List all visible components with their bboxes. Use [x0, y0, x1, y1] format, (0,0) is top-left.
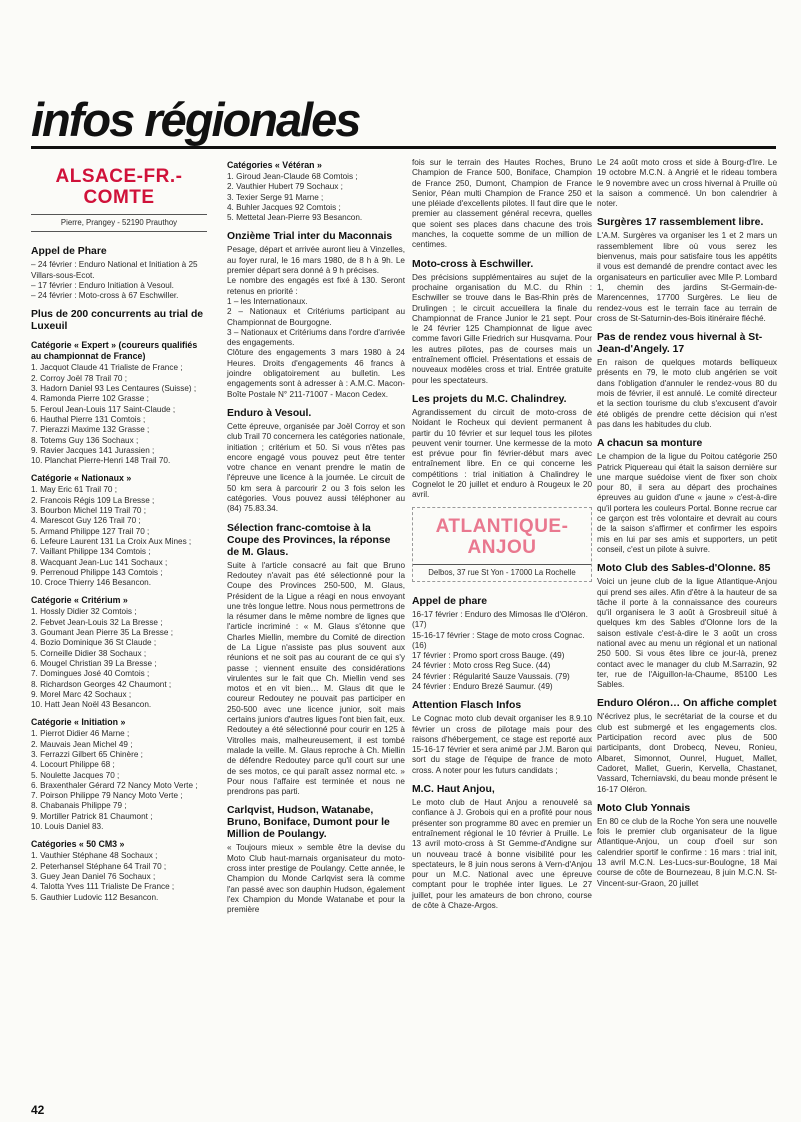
section-title: Enduro Oléron… On affiche complet	[597, 698, 777, 710]
list-item: 3. Ferrazzi Gilbert 65 Chinère ;	[31, 749, 143, 759]
list-item: 9. Perrenoud Philippe 143 Comtois ;	[31, 567, 163, 577]
region-header	[412, 507, 592, 582]
list-item: 6. Hauthal Pierre 131 Comtois ;	[31, 414, 146, 424]
list-item: 7. Domingues José 40 Comtois ;	[31, 669, 150, 679]
region-address: Pierre, Prangey - 52190 Prauthoy	[31, 214, 207, 231]
list-item: 5. Armand Philippe 127 Trail 70 ;	[31, 526, 150, 536]
section-title: Moto-cross à Eschwiller.	[412, 258, 534, 270]
results-list	[31, 851, 207, 902]
list-item: 10. Hatt Jean Noël 43 Besancon.	[31, 700, 152, 710]
list-item: 24 février : Moto cross Reg Suce. (44)	[412, 661, 551, 671]
list-item: 3. Guey Jean Daniel 76 Sochaux ;	[31, 871, 156, 881]
subsection-title: Catégories « Vétéran »	[227, 160, 322, 170]
list-item: 8. Totems Guy 136 Sochaux ;	[31, 435, 139, 445]
list-item: 2. Febvet Jean-Louis 32 La Bresse ;	[31, 617, 163, 627]
results-list	[227, 172, 405, 223]
section-title: Surgères 17 rassemblement libre.	[597, 217, 764, 229]
column-4	[597, 158, 777, 889]
region-address: Delbos, 37 rue St Yon - 17000 La Rochelle	[413, 564, 591, 581]
section-title: Appel de Phare	[31, 246, 107, 258]
list-item: 4. Marescot Guy 126 Trail 70 ;	[31, 516, 141, 526]
list-item: 1. Hossly Didier 32 Comtois ;	[31, 607, 137, 617]
list-item: 2. Vauthier Hubert 79 Sochaux ;	[227, 182, 343, 192]
list-item: 9. Mortiller Patrick 81 Chaumont ;	[31, 811, 153, 821]
list-item: 8. Richardson Georges 42 Chaumont ;	[31, 679, 172, 689]
list-item: 4. Bozio Dominique 36 St Claude ;	[31, 638, 157, 648]
list-item: 6. Braxenthaler Gérard 72 Nancy Moto Verte ;	[31, 780, 198, 790]
paragraph: L'A.M. Surgères va organiser les 1 et 2 mars un rassemblement libre où vous serez les bienvenus, mais pour satisfaire tous les appétits il vous est demandé de prendre contact avec les organisateurs en particulier avec Mlle P. Lombard 1, chemin des jardins St-Germain-de-Marencennes, 17700 Surgères. Le lieu de rendez-vous est le terrain face au terrain de cross de St-Saturnin-des-Bois itinéraire fléché.	[597, 231, 777, 323]
list-item: 7. Poirson Philippe 79 Nancy Moto Verte ;	[31, 791, 183, 801]
paragraph: Le 24 août moto cross et side à Bourg-d'Ire. Le 19 octobre M.C.N. à Angrié et le rideau tombera le 9 novembre avec un cross hivernal à Pruille où la saison a commencé. Un bon calendrier à noter.	[597, 158, 777, 209]
list-item: – 24 février : Moto-cross à 67 Eschwiller.	[31, 291, 179, 301]
list-item: 1. May Eric 61 Trail 70 ;	[31, 485, 118, 495]
list-item: 2. Corroy Joël 78 Trail 70 ;	[31, 373, 128, 383]
region-header	[31, 158, 207, 232]
section-title: M.C. Haut Anjou,	[412, 784, 495, 796]
list-item: 10. Louis Daniel 83.	[31, 822, 104, 832]
paragraph: Des précisions supplémentaires au sujet de la prochaine organisation du M.C. du Rhin : Eschwiller se trouve dans le Bas-Rhin près de Drulingen ; le circuit accueillera la finale du Championnat de France Junior le 21 sept. Pour le 24 février 125 Championnat de ligue avec comme favori Gille Friedrich sur Husqvarna. Pour les autres pilotes, pas de courses mais un entraînement officiel. Présentations et essais de nouveaux modèles cross et trial. Entrée gratuite pour les spectateurs.	[412, 272, 592, 385]
list-item: 8. Chabanais Philippe 79 ;	[31, 801, 127, 811]
list-item: 6. Mougel Christian 39 La Bresse ;	[31, 658, 157, 668]
paragraph: Clôture des engagements 3 mars 1980 à 24 Heures. Droits d'engagements 46 francs à joindre obligatoirement au bulletin. Les engagements sont à adresser à : A.M.C. Macon- Boîte Postale N° 211-71007 - Macon Cedex.	[227, 348, 405, 399]
list-item: 3. Hadorn Daniel 93 Les Centaures (Suisse) ;	[31, 384, 197, 394]
paragraph: Voici un jeune club de la ligue Atlantique-Anjou qui prend ses ailes. Afin d'être à la hauteur de sa tâche il porte à la connaissance des coureurs qu'il organisera le 3 août à Grosbreuil situé à quelques km des Sables d'Olonne lors de la saison estivale c'est-à-dire le 3 août un cross national avec au menu un régional et un national 250 500. Si vous êtes libre ce jour-là, prenez contact avec le manager du club M.Sarrazin, 92 ter, rue de l'Aiguillon-la-Chaume, 85100 Les Sables.	[597, 577, 777, 690]
list-item: – 24 février : Enduro National et Initiation à 25 Villars-sous-Ecot.	[31, 260, 198, 280]
list-item: 9. Ravier Jacques 141 Jurassien ;	[31, 445, 155, 455]
subsection-title: Catégorie « Expert » (coureurs qualifiés au championnat de France)	[31, 340, 198, 362]
region-name: ALSACE-FR.-COMTE	[55, 166, 183, 208]
list-item: 5. Mettetal Jean-Pierre 93 Besancon.	[227, 213, 363, 223]
paragraph: Agrandissement du circuit de moto-cross de Noidant le Rocheux qui devient permanent à partir du 10 février et sur lequel tous les pilotes peuvent venir tourner. Une kermesse de la moto est prévue pour fin février-début mars avec entraînement libre. En ce qui concerne les compétitions : trial initiation à Chalindrey le Cognelot le 20 juillet et enduro à Rougeux le 20 avril.	[412, 407, 592, 500]
list-item: 5. Feroul Jean-Louis 117 Saint-Claude ;	[31, 404, 176, 414]
paragraph: 3 – Nationaux et Critériums dans l'ordre d'arrivée des engagements.	[227, 327, 405, 348]
subsection-title: Catégorie « Initiation »	[31, 717, 126, 728]
list-item: 4. Talotta Yves 111 Trialiste De France ;	[31, 882, 175, 892]
list-item: 1. Jacquot Claude 41 Trialiste de France ;	[31, 363, 183, 373]
paragraph: 1 – les Internationaux.	[227, 296, 308, 306]
list-item: 3. Bourbon Michel 119 Trail 70 ;	[31, 506, 146, 516]
paragraph: Le Cognac moto club devait organiser les 8.9.10 février un cross de pilotage mais pour des raisons d'hébergement, ce stage est reporté aux 15-16-17 février et sera animé par J.M. Baron qui sort du stage de l'équipe de france de moto cross. A noter pour les futurs candidats ;	[412, 714, 592, 775]
section-title: Enduro à Vesoul.	[227, 407, 312, 419]
list-item: 7. Vaillant Philippe 134 Comtois ;	[31, 547, 151, 557]
list-item: 8. Wacquant Jean-Luc 141 Sochaux ;	[31, 557, 168, 567]
list-item: 2. Mauvais Jean Michel 49 ;	[31, 739, 133, 749]
title-rule	[31, 146, 776, 149]
list-item: 24 février : Enduro Brezé Saumur. (49)	[412, 681, 553, 691]
list-item: 4. Buhler Jacques 92 Comtois ;	[227, 202, 341, 212]
subsection-title: Catégories « 50 CM3 »	[31, 839, 125, 850]
list-item: 2. Francois Régis 109 La Bresse ;	[31, 495, 155, 505]
paragraph: Cette épreuve, organisée par Joël Corroy et son club Trail 70 concernera les catégories nationale, initiation ; critérium et 50. Si vous n'êtes pas encore engagé vous pouvez peut être tenter votre chance en venant prendre le matin de l'épreuve une licence à la journée. Le circuit de 50 km sera à parcourir 2 ou 3 fois selon les catégories. Vous pouvez aussi téléphoner au (84) 75.83.34.	[227, 421, 405, 514]
list-item: 10. Planchat Pierre-Henri 148 Trail 70.	[31, 456, 171, 466]
list-item: 4. Locourt Philippe 68 ;	[31, 760, 115, 770]
list-item: 15-16-17 février : Stage de moto cross Cognac. (16)	[412, 630, 585, 650]
list-item: 3. Texier Serge 91 Marne ;	[227, 192, 324, 202]
section-title: Sélection franc-comtoise à la Coupe des Provinces, la réponse de M. Glaus.	[227, 522, 391, 558]
list-item: 4. Ramonda Pierre 102 Grasse ;	[31, 394, 149, 404]
list-item: 24 février : Régularité Sauze Vaussais. (79)	[412, 671, 570, 681]
page-title: infos régionales	[31, 93, 360, 146]
paragraph: fois sur le terrain des Hautes Roches, Bruno Champion de France 500, Boniface, Champion de France 250, Dumont, Champion de France Senior, Péan multi Champion de France 250 et une pléiade d'excellents pilotes. Il faut dire que le premier au classement général recevra, quelles que soient ses places dans chacune des trois manches, la coquette somme de un million de centimes.	[412, 158, 592, 250]
subsection-title: Catégorie « Nationaux »	[31, 473, 132, 484]
list-item: 7. Pierazzi Maxime 132 Grasse ;	[31, 425, 150, 435]
paragraph: 2 – Nationaux et Critériums participant au Championnat de Bourgogne.	[227, 307, 405, 327]
list-item: 2. Peterhansel Stéphane 64 Trail 70 ;	[31, 861, 167, 871]
paragraph: En 80 ce club de la Roche Yon sera une nouvelle fois le premier club organisateur de la ligue Atlantique-Anjou, un coup d'oeil sur son calendrier sportif le confirme : 16 mars : trial init, 13 avril M.C.N. Les-Lucs-sur-Boulogne, 18 Mai course de côte de Bournezeau, 8 juin M.C.N. St-Vincent-sur-Graon, 20 juillet	[597, 816, 777, 888]
event-list	[412, 610, 592, 692]
subsection-title: Catégorie « Critérium »	[31, 595, 128, 606]
paragraph: En raison de quelques motards belliqueux présents en 79, le moto club angérien se voit dans l'obligation d'annuler le rendez-vous 80 du mois de février, il est annulé. Le comité directeur et la section tourisme du club s'excusent d'avoir été obligés de prendre cette décision qui n'est pas dans les habitudes du club.	[597, 358, 777, 429]
list-item: – 17 février : Enduro Initiation à Vesoul.	[31, 280, 174, 290]
paragraph: Le nombre des engagés est fixé à 130. Seront retenus en priorité :	[227, 276, 405, 296]
paragraph: « Toujours mieux » semble être la devise du Moto Club haut-marnais organisateur du moto-cross inter prestige de Poulangy. Cette année, le Champion du Monde Carlqvist sera là comme l'an passé avec son dauphin Hudson, également l'ex Champion du Monde Watanabe et pour la première	[227, 843, 405, 915]
section-title: Moto Club des Sables-d'Olonne. 85	[597, 563, 771, 575]
section-title: Carlqvist, Hudson, Watanabe, Bruno, Boniface, Dumont pour le Million de Poulangy.	[227, 805, 390, 841]
list-item: 5. Noulette Jacques 70 ;	[31, 770, 120, 780]
event-list	[31, 260, 207, 301]
list-item: 9. Morel Marc 42 Sochaux ;	[31, 689, 132, 699]
section-title: Moto Club Yonnais	[597, 802, 691, 814]
section-title: Attention Flasch Infos	[412, 700, 522, 712]
section-title: Les projets du M.C. Chalindrey.	[412, 393, 567, 405]
paragraph: Pesage, départ et arrivée auront lieu à Vinzelles, au foyer rural, le 16 mars 1980, de 8 h à 9h. Le premier départ sera donné à 9 h précises.	[227, 245, 405, 276]
list-item: 1. Giroud Jean-Claude 68 Comtois ;	[227, 172, 358, 181]
section-title: Pas de rendez vous hivernal à St-Jean-d'Angely. 17	[597, 332, 763, 356]
list-item: 3. Goumant Jean Pierre 35 La Bresse ;	[31, 628, 173, 638]
column-2	[227, 158, 405, 916]
list-item: 16-17 février : Enduro des Mimosas Ile d'Oléron. (17)	[412, 609, 588, 630]
results-list	[31, 363, 207, 466]
section-title: Onzième Trial inter du Maconnais	[227, 231, 393, 243]
paragraph: N'écrivez plus, le secrétariat de la course et du club est submergé et les engagements clos. Participation record avec plus de 500 participants, dont Drobecq, Neveu, Ronieu, Albaret, Simonnot, Ounrel, Huguet, Mallet, Cadoret, Mallet, Guerin, Kervella, Chastanet, Vassard, Tcherniavski, du beau monde présent le 16-17 Oléron.	[597, 712, 777, 794]
paragraph: Le moto club de Haut Anjou a renouvelé sa confiance à J. Grobois qui en a profité pour nous présenter son programme 80 avec en premier un entraînement régional le 10 février à Pruille. Le 13 avril moto-cross à St Gemme-d'Andigne sur un nouveau tracé à bonne visibilité pour les spectateurs, le 8 juin nous serons à Vern-d'Anjou pour un M.C. National avec une épreuve comptant pour le trophée inter ligues. Le 27 juillet, pour les amateurs de bon chrono, course de côte à Chaze-Argos.	[412, 798, 592, 911]
results-list	[31, 607, 207, 710]
list-item: 5. Corneille Didier 38 Sochaux ;	[31, 648, 147, 658]
column-3	[412, 158, 592, 911]
list-item: 10. Croce Thierry 146 Besancon.	[31, 578, 151, 588]
section-title: Appel de phare	[412, 595, 488, 607]
results-list	[31, 485, 207, 588]
list-item: 1. Vauthier Stéphane 48 Sochaux ;	[31, 851, 158, 861]
list-item: 5. Gauthier Ludovic 112 Besancon.	[31, 892, 159, 902]
list-item: 17 février : Promo sport cross Bauge. (49)	[412, 651, 565, 661]
paragraph: Suite à l'article consacré au fait que Bruno Redoutey n'avait pas été sélectionné pour la Coupe des Provinces 250-500, M. Glaus, Président de la Ligue a réagi en nous envoyant une très longue lettre. Nous nous permettrons de la résumer dans le même nombre de lignes que l'article incriminé : « M. Glaus s'étonne que Charles Miellin, membre du Comité de direction de La Ligue n'assiste pas plus souvent aux réunions et ne soit pas au courant de ce qui s'y passe ; viennent ensuite des considérations virulentes sur le fait que Ch. Miellin vend ses motos et en vit bien… M. Glaus dit que le coureur Redoutey ne pouvait pas participer en 250-500 avec une licence junior, soit mais certains juniors d'autres ligues l'ont bien fait, eux. Redoutey a été sélectionné pour courir en 125 à Vitrolles mais, malheureusement, il est tombé malade la veille. M. Glaus reproche à Ch. Miellin de défendre Redoutey parce qu'il court sur une de ses motos, ce qui paraît assez normal etc. » Pour nous l'affaire est terminée et nous ne prendrons pas parti.	[227, 560, 405, 797]
results-list	[31, 729, 207, 832]
paragraph: Le champion de la ligue du Poitou catégorie 250 Patrick Piquereau qui était la saison dernière sur une marque suédoise vient de fixer son choix pour 80, il sera au départ des prochaines épreuves au guidon d'une « jaune » c'est-à-dire qu'il portera les couleurs Portal. Bonne recrue car ce garçon est très volontaire et devrait au cours de la saison s'affirmer et confirmer les espoirs mis en lui par ses amis et supporters, un petit conseil, c'est un pilote à suivre.	[597, 452, 777, 554]
region-name: ATLANTIQUE-ANJOU	[435, 515, 569, 558]
column-1	[31, 158, 207, 903]
list-item: 6. Lefeure Laurent 131 La Croix Aux Mines ;	[31, 536, 192, 546]
section-title: Plus de 200 concurrents au trial de Luxeuil	[31, 309, 204, 333]
section-title: A chacun sa monture	[597, 438, 703, 450]
page-number: 42	[31, 1103, 45, 1117]
list-item: 1. Pierrot Didier 46 Marne ;	[31, 729, 130, 739]
